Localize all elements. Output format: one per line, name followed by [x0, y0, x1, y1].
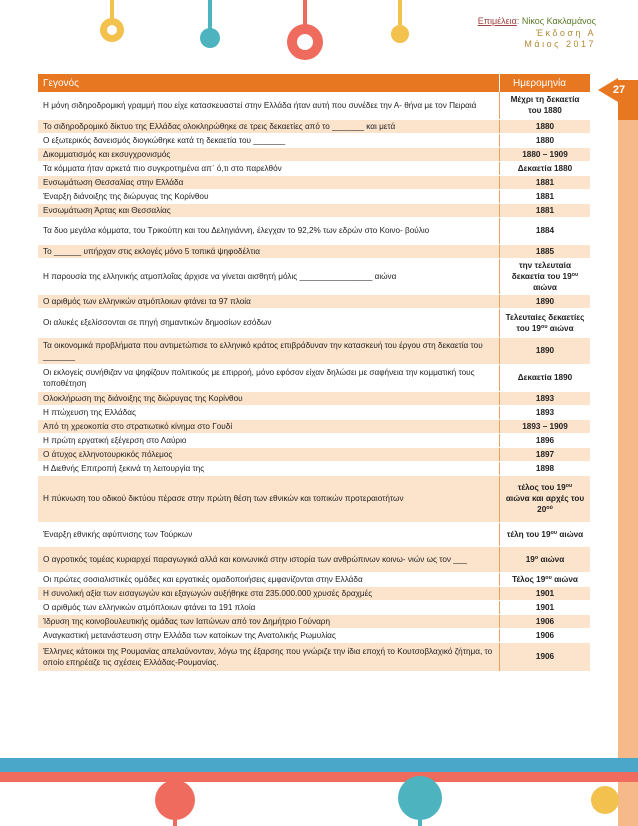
date-cell: Δεκαετία 1890 [500, 364, 591, 391]
date-cell: 1896 [500, 433, 591, 447]
table-row [38, 161, 590, 175]
event-cell: Οι αλυκές εξελίσσονται σε πηγή σημαντικών δημοσίων εσόδων [38, 308, 500, 337]
table-row [38, 364, 590, 391]
event-cell: Ολοκλήρωση της διάνοιξης της διώρυγας της Κορίνθου [38, 391, 500, 405]
table-row [38, 294, 590, 308]
date-part: ου [571, 271, 579, 278]
event-cell: Η παρουσία της ελληνικής ατμοπλοΐας άρχισε να γίνεται αισθητή μόλις ________________ αιώνα [38, 258, 500, 294]
event-cell: Η πρώτη εργατική εξέγερση στο Λαύριο [38, 433, 500, 447]
editor-line [478, 16, 596, 28]
date-part: τέλη του 19 [506, 529, 551, 539]
date-cell: 1898 [500, 461, 591, 475]
event-cell: Έναρξη εθνικής αφύπνισης των Τούρκων [38, 522, 500, 546]
table-row [38, 546, 590, 572]
table-row [38, 419, 590, 433]
table-row [38, 447, 590, 461]
column-header-event: Γεγονός [38, 74, 500, 92]
date-cell [500, 572, 591, 586]
date-cell: 1881 [500, 175, 591, 189]
table-row [38, 572, 590, 586]
date-part: αιώνα [538, 554, 565, 564]
date-cell [500, 522, 591, 546]
event-cell: Οι εκλογείς συνήθιζαν να ψηφίζουν πολιτικούς με επιρροή, μόνο εφόσον είχαν δηλώσει με σαφήνεια την κομματική τους τοποθέτηση [38, 364, 500, 391]
table-row [38, 217, 590, 244]
event-cell: Οι πρώτες σοσιαλιστικές ομάδες και εργατικές ομαδοποιήσεις εμφανίζονται στην Ελλάδα [38, 572, 500, 586]
table-row [38, 642, 590, 671]
event-cell: Το σιδηροδρομικό δίκτυο της Ελλάδας ολοκληρώθηκε σε τρεις δεκαετίες από το _______ και μετά [38, 119, 500, 133]
event-cell: Ο αριθμός των ελληνικών ατμόπλοιων φτάνει τα 191 πλοία [38, 600, 500, 614]
event-cell: Η πύκνωση του οδικού δικτύου πέρασε στην πρώτη θέση των εθνικών και τοπικών προτεραιοτήτων [38, 475, 500, 522]
date-cell: 1893 [500, 391, 591, 405]
event-cell: Αναγκαστική μετανάστευση στην Ελλάδα των κατοίκων της Ανατολικής Ρωμυλίας [38, 628, 500, 642]
date-part: Τέλος 19 [512, 574, 546, 584]
date-cell: 1884 [500, 217, 591, 244]
date-part: ου [540, 323, 548, 330]
table-row [38, 461, 590, 475]
date-cell: 1906 [500, 614, 591, 628]
date-cell: 1893 – 1909 [500, 419, 591, 433]
date-cell [500, 308, 591, 337]
date-cell: 1890 [500, 337, 591, 364]
event-cell: Το ______ υπήρχαν στις εκλογές μόνο 5 τοπικά ψηφοδέλτια [38, 244, 500, 258]
date-part: ου [550, 529, 558, 536]
table-row [38, 337, 590, 364]
date-cell [500, 546, 591, 572]
date-cell: 1901 [500, 600, 591, 614]
event-cell: Τα οικονομικά προβλήματα που αντιμετώπισε το ελληνικό κράτος επιβράδυναν την κατασκευή του έργου στη δεκαετία του _______ [38, 337, 500, 364]
date-cell: 1890 [500, 294, 591, 308]
table-row [38, 391, 590, 405]
table-row [38, 405, 590, 419]
table-body [38, 92, 590, 671]
event-cell: Από τη χρεοκοπία στο στρατιωτικό κίνημα στο Γουδί [38, 419, 500, 433]
date-part: τέλος του 19 [517, 483, 566, 492]
editor-name: : Νίκος Κακλαμάνος [516, 16, 596, 26]
date-cell: 1880 [500, 133, 591, 147]
event-cell: Ο αγροτικός τομέας κυριαρχεί παραγωγικά αλλά και κοινωνικά στην ιστορία των ανθρώπινων κοινω- νιών ως τον ___ [38, 546, 500, 572]
event-cell: Ίδρυση της κοινοβουλευτικής ομάδας των Ιαπώνων από τον Δημήτριο Γούναρη [38, 614, 500, 628]
event-cell: Η συνολική αξία των εισαγωγών και εξαγωγών αυξήθηκε στα 235.000.000 χρυσές δραχμές [38, 586, 500, 600]
date-cell: 1906 [500, 642, 591, 671]
teal-dot-icon [200, 28, 220, 48]
table-row [38, 203, 590, 217]
date-part: αιώνα και αρχές του 20 [505, 494, 585, 514]
edition: Έκδοση Α [535, 27, 596, 38]
page-number: 27 [612, 84, 626, 96]
date-cell [500, 475, 591, 522]
table-row [38, 600, 590, 614]
date-cell: 1881 [500, 203, 591, 217]
document-header [478, 16, 596, 51]
table-row [38, 133, 590, 147]
event-cell: Έλληνες κάτοικοι της Ρουμανίας απελαύνονταν, λόγω της έξαρσης που γνώριζε την ίδια εποχή το Κουτσοβλαχικό ζήτημα, το οποίο επηρέαζε τις σχέσεις Ελλάδας-Ρουμανίας. [38, 642, 500, 671]
table-row [38, 119, 590, 133]
table-header-row [38, 74, 590, 92]
date-part: αιώνα [547, 323, 574, 333]
date-cell: 1880 – 1909 [500, 147, 591, 161]
event-cell: Έναρξη διάνοιξης της διώρυγας της Κορίνθου [38, 189, 500, 203]
table-row [38, 475, 590, 522]
event-cell: Δικομματισμός και εκσυγχρονισμός [38, 147, 500, 161]
date-part: ο [534, 554, 539, 561]
editor-label: Επιμέλεια [477, 16, 517, 26]
date-part: ού [546, 505, 553, 511]
table-row [38, 522, 590, 546]
date-part: αιώνα [533, 282, 557, 292]
event-cell: Η πτώχευση της Ελλάδας [38, 405, 500, 419]
table-row [38, 614, 590, 628]
date-cell: 1901 [500, 586, 591, 600]
event-cell: Η μόνη σιδηροδρομική γραμμή που είχε κατασκευαστεί στην Ελλάδα ήταν αυτή που συνέδεε την Α- θήνα με τον Πειραιά [38, 92, 500, 119]
date: Μάιος 2017 [524, 39, 596, 49]
date-part: αιώνα [557, 529, 584, 539]
date-cell: Δεκαετία 1880 [500, 161, 591, 175]
date-part: αιώνα [551, 574, 578, 584]
table-row [38, 244, 590, 258]
event-cell: Ο άτυχος ελληνοτουρκικός πόλεμος [38, 447, 500, 461]
event-cell: Ο εξωτερικός δανεισμός διογκώθηκε κατά τη δεκαετία του _______ [38, 133, 500, 147]
date-part: 19 [525, 554, 535, 564]
date-cell: 1885 [500, 244, 591, 258]
date-cell: 1906 [500, 628, 591, 642]
table-row [38, 258, 590, 294]
event-cell: Ενσωμάτωση Άρτας και Θεσσαλίας [38, 203, 500, 217]
date-part: ου [565, 483, 573, 489]
table-row [38, 628, 590, 642]
table-row [38, 308, 590, 337]
event-cell: Ο αριθμός των ελληνικών ατμόπλοιων φτάνει τα 97 πλοία [38, 294, 500, 308]
table-row [38, 189, 590, 203]
date-part: Τελευταίες δεκαετίες του 19 [505, 312, 585, 333]
table-row [38, 92, 590, 119]
date-cell: 1880 [500, 119, 591, 133]
event-cell: Η Διεθνής Επιτροπή ξεκινά τη λειτουργία της [38, 461, 500, 475]
date-part: ου [545, 574, 552, 581]
event-cell: Τα δυο μεγάλα κόμματα, του Τρικούπη και του Δεληγιάννη, έλεγχαν το 92,2% των εδρών στο Κοινο- βούλιο [38, 217, 500, 244]
date-cell: Μέχρι τη δεκαετία του 1880 [500, 92, 591, 119]
event-cell: Ενσωμάτωση Θεσσαλίας στην Ελλάδα [38, 175, 500, 189]
table-row [38, 175, 590, 189]
date-cell: 1897 [500, 447, 591, 461]
event-cell: Τα κόμματα ήταν αρκετά πιο συγκροτημένα απ᾽ ό,τι στο παρελθόν [38, 161, 500, 175]
timeline-table [38, 74, 590, 672]
date-cell: 1881 [500, 189, 591, 203]
date-cell: 1893 [500, 405, 591, 419]
column-header-date: Ημερομηνία [500, 74, 591, 92]
date-cell [500, 258, 591, 294]
table-row [38, 586, 590, 600]
date-part: την τελευταία δεκαετία του 19 [511, 260, 572, 281]
table-row [38, 433, 590, 447]
table-row [38, 147, 590, 161]
